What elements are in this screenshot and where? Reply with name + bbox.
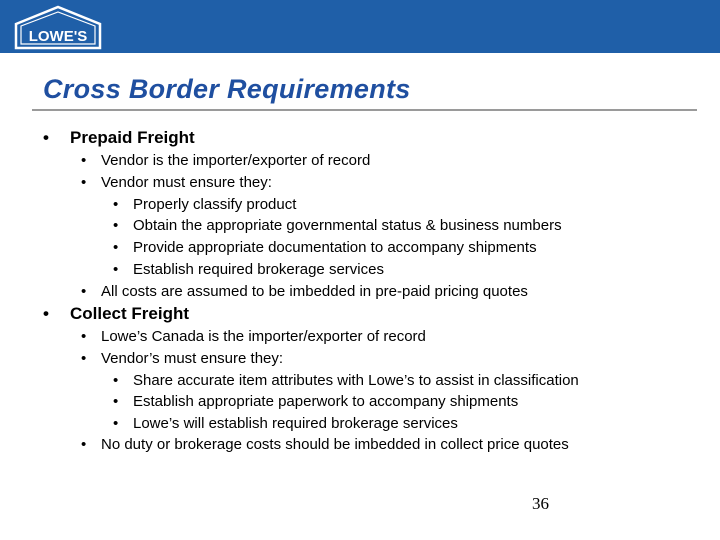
logo-text: LOWE'S xyxy=(28,28,88,45)
bullet-icon: • xyxy=(81,328,87,345)
bullet-icon: • xyxy=(81,174,87,191)
bullet-icon: • xyxy=(43,304,49,323)
lowes-logo xyxy=(14,4,102,50)
header-bar xyxy=(0,0,720,53)
bullet-icon: • xyxy=(81,350,87,367)
bullet-icon: • xyxy=(113,415,119,432)
bullet-icon: • xyxy=(113,196,119,213)
title-divider xyxy=(32,109,697,111)
bullet-icon: • xyxy=(81,436,87,453)
bullet-icon: • xyxy=(113,217,119,234)
bullet-icon: • xyxy=(81,152,87,169)
section-heading: Prepaid Freight xyxy=(70,128,195,147)
bullet-icon: • xyxy=(113,261,119,278)
page-number: 36 xyxy=(532,494,549,513)
bullet-icon: • xyxy=(113,393,119,410)
bullet-icon: • xyxy=(81,283,87,300)
bullet-icon: • xyxy=(113,239,119,256)
bullet-icon: • xyxy=(43,128,49,147)
slide-title: Cross Border Requirements xyxy=(43,74,411,104)
section-heading: Collect Freight xyxy=(70,304,190,323)
bullet-icon: • xyxy=(113,372,119,389)
